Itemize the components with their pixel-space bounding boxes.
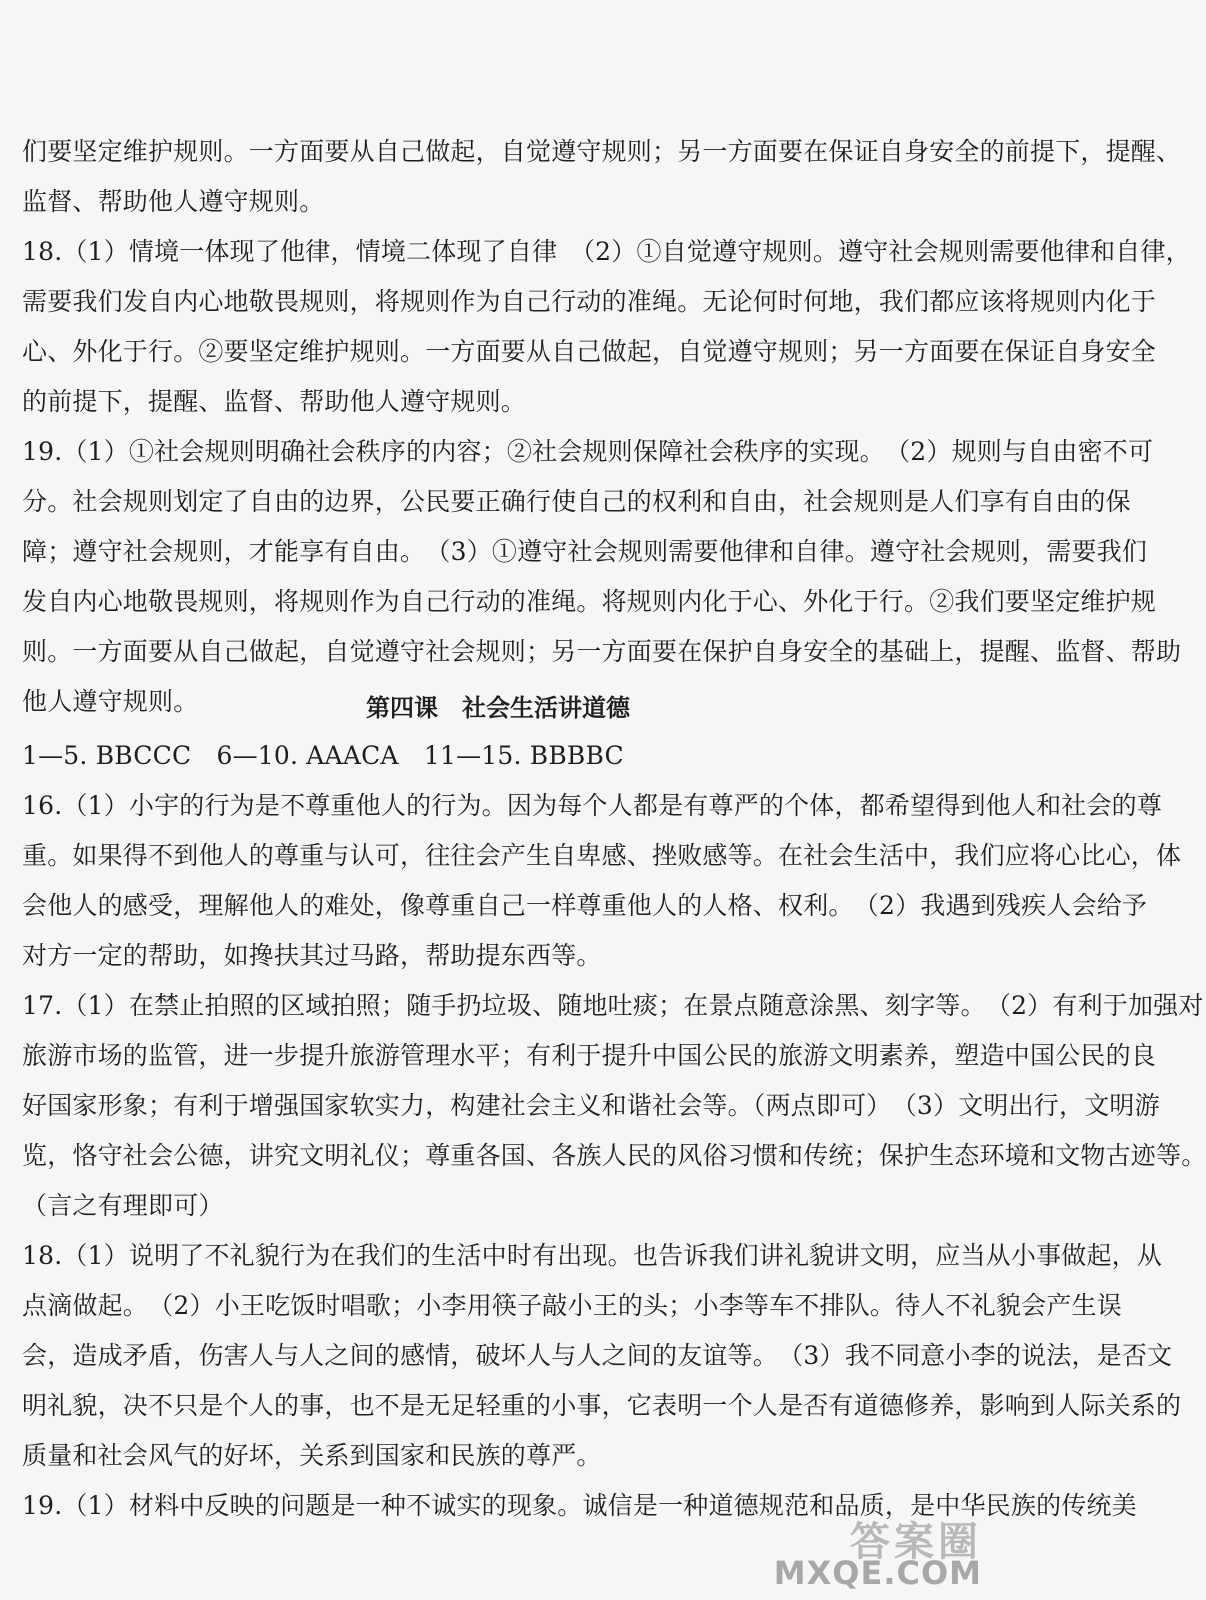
text-line: 好国家形象；有利于增强国家软实力，构建社会主义和谐社会等。（两点即可） （3）文明出行，文明游 bbox=[22, 1091, 1160, 1120]
text-line: 质量和社会风气的好坏，关系到国家和民族的尊严。 bbox=[22, 1441, 602, 1470]
text-line: 旅游市场的监管，进一步提升旅游管理水平；有利于提升中国公民的旅游文明素养，塑造中国公民的良 bbox=[22, 1041, 1157, 1070]
text-line: 发自内心地敬畏规则，将规则作为自己行动的准绳。将规则内化于心、外化于行。②我们要坚定维护规 bbox=[22, 587, 1157, 616]
text-line: 障；遵守社会规则，才能享有自由。 （3）①遵守社会规则需要他律和自律。遵守社会规则，需要我们 bbox=[22, 537, 1148, 566]
text-line: 1—5. BBCCC 6—10. AAACA 11—15. BBBBC bbox=[22, 741, 624, 770]
text-line: 17.（1）在禁止拍照的区域拍照；随手扔垃圾、随地吐痰；在景点随意涂黑、刻字等。 （2）有利于加强对 bbox=[22, 991, 1204, 1020]
answer-block-top bbox=[22, 127, 1191, 727]
text-line: 监督、帮助他人遵守规则。 bbox=[22, 187, 325, 216]
text-line: 重。如果得不到他人的尊重与认可，往往会产生自卑感、挫败感等。在社会生活中，我们应将心比心，体 bbox=[22, 841, 1182, 870]
site-watermark bbox=[773, 1510, 982, 1592]
text-line: 对方一定的帮助，如搀扶其过马路，帮助提东西等。 bbox=[22, 941, 602, 970]
text-line: 明礼貌，决不只是个人的事，也不是无足轻重的小事，它表明一个人是否有道德修养，影响到人际关系的 bbox=[22, 1391, 1182, 1420]
text-line: 19.（1）材料中反映的问题是一种不诚实的现象。诚信是一种道德规范和品质，是中华民族的传统美 bbox=[22, 1491, 1137, 1520]
text-line: 19.（1）①社会规则明确社会秩序的内容；②社会规则保障社会秩序的实现。 （2）规则与自由密不可 bbox=[22, 437, 1154, 466]
text-line: 分。社会规则划定了自由的边界，公民要正确行使自己的权利和自由，社会规则是人们享有自由的保 bbox=[22, 487, 1131, 516]
text-line: 点滴做起。 （2）小王吃饭时唱歌；小李用筷子敲小王的头；小李等车不排队。待人不礼貌会产生误 bbox=[22, 1291, 1122, 1320]
lesson-heading: 第四课 社会生活讲道德 bbox=[366, 694, 630, 722]
watermark-logo: 答案圈 bbox=[850, 1519, 982, 1565]
text-line: （言之有理即可） bbox=[22, 1191, 224, 1220]
text-line: 览，恪守社会公德，讲究文明礼仪；尊重各国、各族人民的风俗习惯和传统；保护生态环境和文物古迹等。 bbox=[22, 1141, 1206, 1170]
text-line: 18.（1）说明了不礼貌行为在我们的生活中时有出现。也告诉我们讲礼貌讲文明，应当从小事做起，从 bbox=[22, 1241, 1163, 1270]
text-line: 的前提下，提醒、监督、帮助他人遵守规则。 bbox=[22, 387, 527, 416]
text-line: 会他人的感受，理解他人的难处，像尊重自己一样尊重他人的人格、权利。 （2）我遇到残疾人会给予 bbox=[22, 891, 1148, 920]
text-line: 他人遵守规则。 bbox=[22, 687, 199, 716]
text-line: 18.（1）情境一体现了他律，情境二体现了自律 （2）①自觉遵守规则。遵守社会规则需要他律和自律， bbox=[22, 237, 1191, 266]
text-line: 心、外化于行。②要坚定维护规则。一方面要从自己做起，自觉遵守规则；另一方面要在保证自身安全 bbox=[22, 337, 1157, 366]
text-line: 们要坚定维护规则。一方面要从自己做起，自觉遵守规则；另一方面要在保证自身安全的前提下，提醒、 bbox=[22, 137, 1182, 166]
answer-block-bottom bbox=[22, 731, 1206, 1531]
text-line: 16.（1）小宇的行为是不尊重他人的行为。因为每个人都是有尊严的个体，都希望得到他人和社会的尊 bbox=[22, 791, 1163, 820]
text-line: 会，造成矛盾，伤害人与人之间的感情，破坏人与人之间的友谊等。 （3）我不同意小李的说法，是否文 bbox=[22, 1341, 1173, 1370]
watermark-url: MXQE.COM bbox=[773, 1554, 982, 1592]
text-line: 则。一方面要从自己做起，自觉遵守社会规则；另一方面要在保护自身安全的基础上，提醒、监督、帮助 bbox=[22, 637, 1182, 666]
text-line: 需要我们发自内心地敬畏规则，将规则作为自己行动的准绳。无论何时何地，我们都应该将规则内化于 bbox=[22, 287, 1157, 316]
